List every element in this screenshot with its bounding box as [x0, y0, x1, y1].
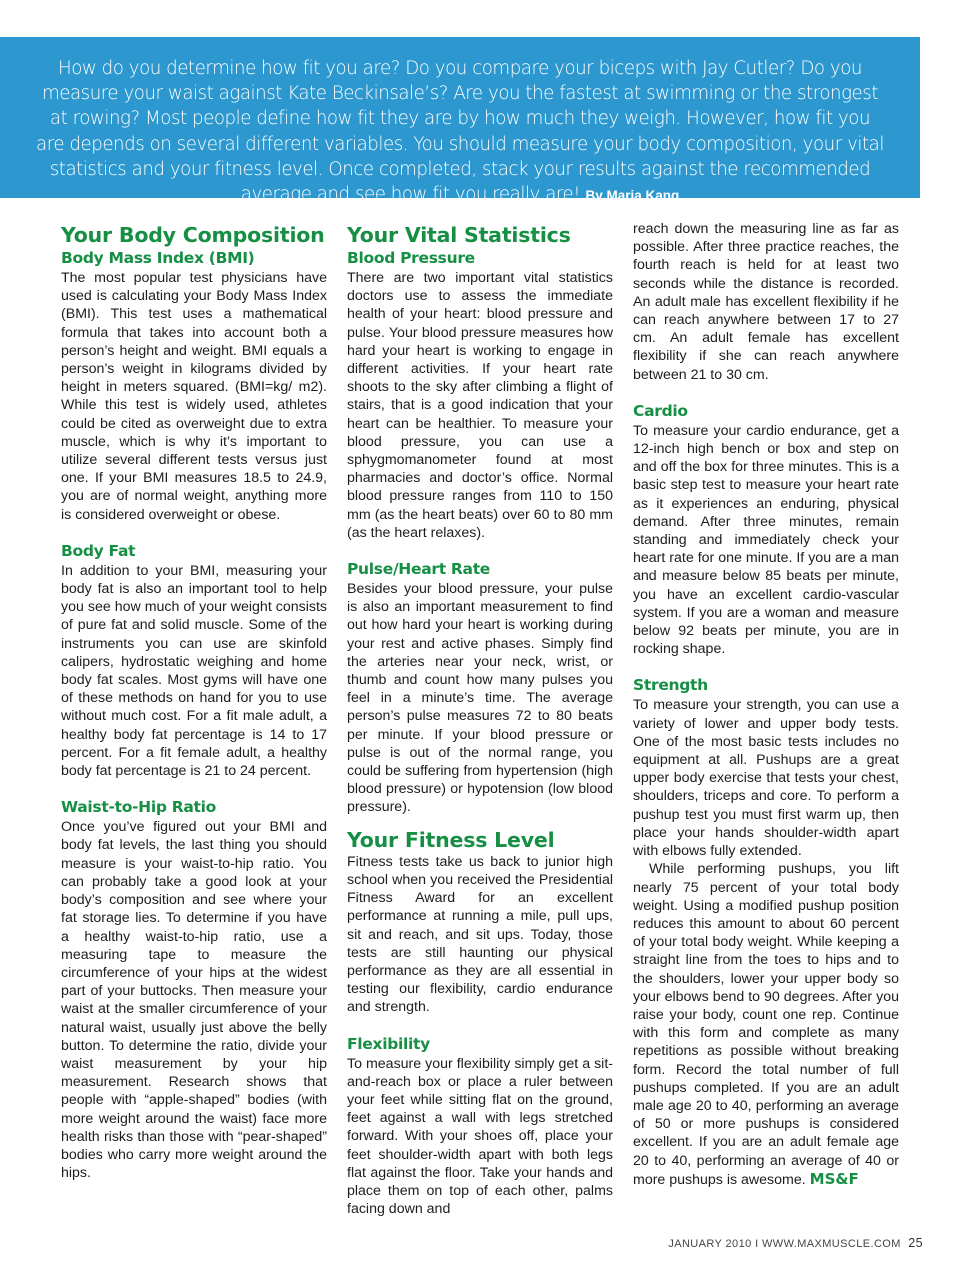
intro-banner — [0, 37, 920, 206]
blood-pressure-text: There are two important vital statistics doctors use to assess the immediate health of your heart: blood pressure and pulse. Your blood pressure measures how hard your heart is working to engage in different activities. If your heart rate shoots to the sky after climbing a flight of stairs, that is a good indication that your heart can be healthier. To measure your blood pressure, you can use a sphygmomanometer found at most pharmacies and doctor’s office. Normal blood pressure ranges from 110 to 150 mm (as the heart beats) over 60 to 80 mm (as the heart relaxes). — [347, 270, 613, 541]
section-title-fitness-level: Your Fitness Level — [347, 827, 555, 852]
footer-issue: JANUARY 2010 — [668, 1238, 752, 1250]
footer-separator: I — [755, 1238, 759, 1250]
heading-waist-hip: Waist-to-Hip Ratio — [61, 798, 217, 817]
page-footer — [668, 1236, 923, 1250]
footer-website: WWW.MAXMUSCLE.COM — [762, 1238, 901, 1250]
byline: By Maria Kang — [585, 188, 680, 204]
intro-text — [34, 56, 886, 208]
end-mark-logo: MS&F — [809, 1169, 859, 1188]
flexibility-text-part2: reach down the measuring line as far as possible. After three practice reaches, the fourth reach is held for at least two seconds while the distance is recorded. An adult male has excellent flexibility if he can reach anywhere between 17 to 27 cm. An adult female has excellent flexibility if she can reach anywhere between 21 to 30 cm. — [633, 221, 899, 383]
intro-paragraph: How do you determine how fit you are? Do you compare your biceps with Jay Cutler? Do you measure your waist against Kate Beckinsale’s? Are you the fastest at swimming or the strongest at rowing? Most people define how fit they are by how much they weigh. However, how fit you are depends on several different variables. You should measure your body composition, your vital statistics and your fitness level. Once completed, stack your results against the recommended average and see how fit you really are! — [36, 58, 884, 206]
heading-strength: Strength — [633, 676, 708, 695]
flexibility-text-part1: To measure your flexibility simply get a sit-and-reach box or place a ruler between your feet while sitting flat on the ground, feet against a wall with legs stretched forward. With your shoes off, place your feet shoulder-width apart with both legs flat against the floor. Take your hands and place them on top of each other, palms facing down and — [347, 1055, 613, 1218]
heading-flexibility: Flexibility — [347, 1034, 430, 1053]
cardio-text: To measure your cardio endurance, get a 12-inch high bench or box and step on and off the box for three minutes. This is a basic step test to measure your heart rate as it experiences an enduring, physical demand. After three minutes, remain standing and immediately check your heart rate for one minute. If you are a man and measure below 85 beats per minute, you have an excellent cardio-vascular system. If you are a woman and measure below 92 beats per minute, you are in rocking shape. — [633, 422, 899, 658]
heading-cardio: Cardio — [633, 401, 688, 420]
heading-body-fat: Body Fat — [61, 541, 136, 560]
section-title-vital-statistics: Your Vital Statistics — [347, 223, 571, 247]
heading-pulse: Pulse/Heart Rate — [347, 560, 491, 579]
bmi-text: The most popular test physicians have used is calculating your Body Mass Index (BMI). This test uses a mathematical formula that takes into account both a person’s height and weight. BMI equals a person’s weight in kilograms divided by height in meters squared. (BMI=kg/ m2). While this test is widely used, athletes could be cited as overweight due to extra muscle, which is why it’s important to utilize several different tests versus just one. If your BMI measures 18.5 to 24.9, you are of normal weight, anything more is considered overweight or obese. — [61, 270, 327, 523]
column-2 — [347, 222, 613, 1218]
column-3 — [633, 220, 899, 1189]
column-1 — [61, 222, 327, 1182]
heading-blood-pressure: Blood Pressure — [347, 249, 475, 267]
pulse-text: Besides your blood pressure, your pulse is also an important measurement to find out how hard your heart is working during your rest and active phases. Simply find the arteries near your neck, wrist, or thumb and count how many pulses you feel in a minute’s time. The average person’s pulse measures 72 to 80 beats per minute. If your blood pressure or pulse is out of the normal range, you could be suffering from hypertension (high blood pressure) or hypotension (low blood pressure). — [347, 581, 613, 816]
page-number: 25 — [908, 1236, 923, 1250]
strength-text-1: To measure your strength, you can use a variety of lower and upper body tests. One of the most basic tests includes no equipment at all. Pushups are a great upper body exercise that tests your chest, shoulders, triceps and core. To perform a pushup test you must first warm up, then place your hands shoulder-width apart with elbows fully extended. — [633, 697, 899, 860]
body-fat-text: In addition to your BMI, measuring your body fat is also an important tool to help you see how much of your weight consists of pure fat and solid muscle. Some of the instruments you can use are skinfold calipers, hydrostatic weighing and home body fat scales. Most gyms will have one of these methods on hand for you to use without much cost. For a fit male adult, a healthy body fat percentage is 14 to 17 percent. For a fit female adult, a healthy body fat percentage is 21 to 24 percent. — [61, 562, 327, 780]
strength-text-2-content: While performing pushups, you lift nearly 75 percent of your total body weight. Using a modified pushup position reduces this amount to about 60 percent of your total body weight. While keeping a straight line from the toes to hips and to the shoulders, lower your upper body so your elbows bend to 90 degrees. After you raise your body, count one rep. Continue with this form and complete as many repetitions as possible without breaking form. Record the total number of full pushups completed. If you are an adult male age 20 to 40, performing an average of 50 or more pushups is considered excellent. If you are an adult female age 20 to 40, performing an average of 40 or more pushups is awesome. — [633, 861, 899, 1188]
strength-text-2 — [633, 860, 899, 1189]
waist-hip-text: Once you’ve figured out your BMI and body fat levels, the last thing you should measure is your waist-to-hip ratio. You can probably take a good look at your body’s composition and see where your fat storage lies. To determine if you have a healthy waist-to-hip ratio, use a measuring tape to measure the circumference of your hips at the widest part of your buttocks. Then measure your waist at the smaller circumference of your natural waist, usually just above the belly button. To determine the ratio, divide your waist measurement by your hip measurement. Research shows that people with “apple-shaped” bodies (with more weight around the waist) face more health risks than those with “pear-shaped” bodies who carry more weight around the hips. — [61, 819, 327, 1182]
section-title-body-composition: Your Body Composition — [61, 223, 325, 247]
fitness-level-text: Fitness tests take us back to junior high school when you received the Presidential Fitness Award for an excellent performance at running a mile, pull ups, sit and reach, and sit ups. Today, those tests are still haunting our physical performance as they are all essential in testing our flexibility, cardio endurance and strength. — [347, 853, 613, 1016]
heading-bmi: Body Mass Index (BMI) — [61, 249, 255, 267]
